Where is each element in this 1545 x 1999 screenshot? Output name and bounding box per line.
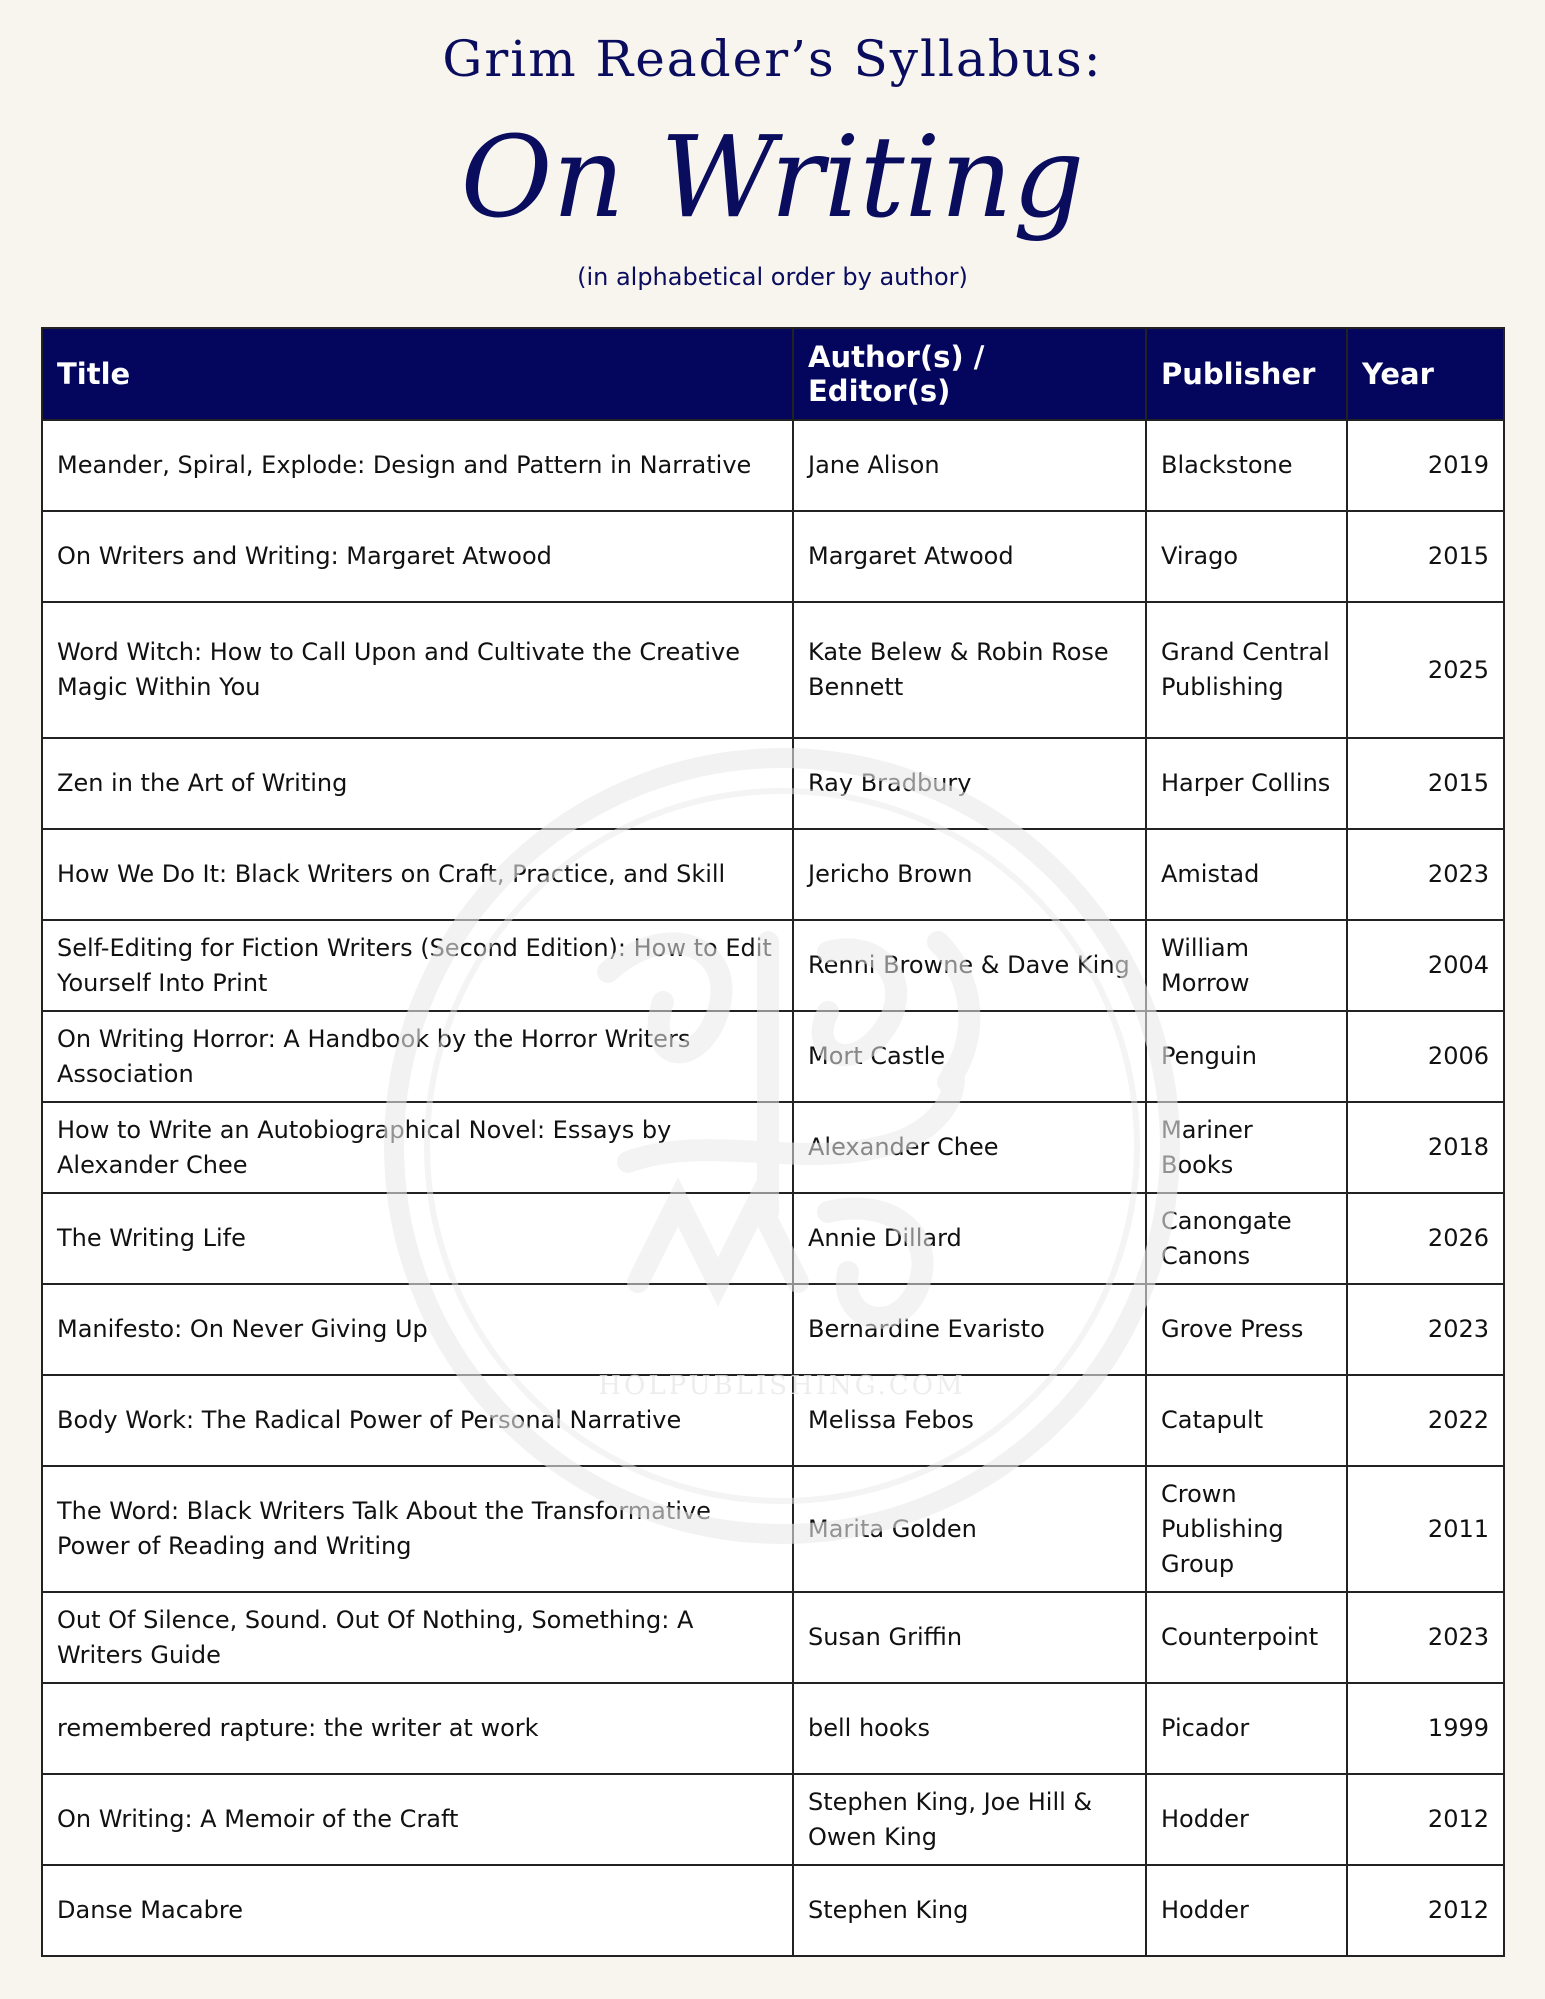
book-year: 2026 [1347, 1193, 1504, 1284]
book-year: 2023 [1347, 1284, 1504, 1375]
column-header-title: Title [42, 328, 793, 420]
book-publisher: Virago [1146, 511, 1347, 602]
book-title: Word Witch: How to Call Upon and Cultivate the Creative Magic Within You [42, 602, 793, 738]
table-row [42, 1683, 1504, 1774]
table-row [42, 1375, 1504, 1466]
book-year: 2019 [1347, 420, 1504, 511]
book-title: The Word: Black Writers Talk About the Transformative Power of Reading and Writing [42, 1466, 793, 1592]
syllabus-table [41, 327, 1505, 1957]
book-publisher: Hodder [1146, 1774, 1347, 1865]
book-title: On Writers and Writing: Margaret Atwood [42, 511, 793, 602]
column-header-author: Author(s) / Editor(s) [793, 328, 1146, 420]
book-title: Body Work: The Radical Power of Personal Narrative [42, 1375, 793, 1466]
book-publisher: Grove Press [1146, 1284, 1347, 1375]
book-publisher: Penguin [1146, 1011, 1347, 1102]
column-header-year: Year [1347, 328, 1504, 420]
book-title: On Writing: A Memoir of the Craft [42, 1774, 793, 1865]
table-row [42, 829, 1504, 920]
book-title: How to Write an Autobiographical Novel: Essays by Alexander Chee [42, 1102, 793, 1193]
table-row [42, 1865, 1504, 1956]
book-author: Jericho Brown [793, 829, 1146, 920]
column-header-publisher: Publisher [1146, 328, 1347, 420]
table-row [42, 1284, 1504, 1375]
page-subtitle: (in alphabetical order by author) [577, 263, 968, 291]
book-title: Manifesto: On Never Giving Up [42, 1284, 793, 1375]
book-year: 2006 [1347, 1011, 1504, 1102]
book-author: Ray Bradbury [793, 738, 1146, 829]
book-author: Melissa Febos [793, 1375, 1146, 1466]
book-publisher: Counterpoint [1146, 1592, 1347, 1683]
table-row [42, 511, 1504, 602]
book-author: Renni Browne & Dave King [793, 920, 1146, 1011]
book-author: Mort Castle [793, 1011, 1146, 1102]
book-year: 1999 [1347, 1683, 1504, 1774]
book-title: How We Do It: Black Writers on Craft, Practice, and Skill [42, 829, 793, 920]
book-publisher: Crown Publishing Group [1146, 1466, 1347, 1592]
book-title: Zen in the Art of Writing [42, 738, 793, 829]
book-publisher: Harper Collins [1146, 738, 1347, 829]
table-row [42, 1466, 1504, 1592]
book-publisher: Picador [1146, 1683, 1347, 1774]
book-author: bell hooks [793, 1683, 1146, 1774]
book-author: Susan Griffin [793, 1592, 1146, 1683]
book-author: Margaret Atwood [793, 511, 1146, 602]
table-row [42, 1592, 1504, 1683]
table-row [42, 602, 1504, 738]
book-year: 2015 [1347, 738, 1504, 829]
book-year: 2022 [1347, 1375, 1504, 1466]
table-row [42, 920, 1504, 1011]
book-year: 2018 [1347, 1102, 1504, 1193]
book-author: Alexander Chee [793, 1102, 1146, 1193]
book-publisher: Blackstone [1146, 420, 1347, 511]
table-row [42, 738, 1504, 829]
book-author: Kate Belew & Robin Rose Bennett [793, 602, 1146, 738]
table-row [42, 1774, 1504, 1865]
book-publisher: Grand Central Publishing [1146, 602, 1347, 738]
book-publisher: Hodder [1146, 1865, 1347, 1956]
book-author: Annie Dillard [793, 1193, 1146, 1284]
book-year: 2025 [1347, 602, 1504, 738]
table-header-row [42, 328, 1504, 420]
book-year: 2004 [1347, 920, 1504, 1011]
book-title: On Writing Horror: A Handbook by the Horror Writers Association [42, 1011, 793, 1102]
book-title: Danse Macabre [42, 1865, 793, 1956]
book-title: Out Of Silence, Sound. Out Of Nothing, Something: A Writers Guide [42, 1592, 793, 1683]
script-title: On Writing [460, 113, 1085, 243]
table-row [42, 1011, 1504, 1102]
page-heading: Grim Reader’s Syllabus: [442, 30, 1103, 88]
book-publisher: Amistad [1146, 829, 1347, 920]
book-title: Self-Editing for Fiction Writers (Second Edition): How to Edit Yourself Into Print [42, 920, 793, 1011]
book-title: remembered rapture: the writer at work [42, 1683, 793, 1774]
book-year: 2011 [1347, 1466, 1504, 1592]
book-author: Stephen King [793, 1865, 1146, 1956]
book-title: Meander, Spiral, Explode: Design and Pattern in Narrative [42, 420, 793, 511]
book-author: Stephen King, Joe Hill & Owen King [793, 1774, 1146, 1865]
book-publisher: Mariner Books [1146, 1102, 1347, 1193]
book-author: Jane Alison [793, 420, 1146, 511]
table-row [42, 1102, 1504, 1193]
book-publisher: William Morrow [1146, 920, 1347, 1011]
book-publisher: Catapult [1146, 1375, 1347, 1466]
book-year: 2012 [1347, 1865, 1504, 1956]
watermark-text: HOLPUBLISHING.COM [598, 1371, 966, 1401]
book-year: 2012 [1347, 1774, 1504, 1865]
book-title: The Writing Life [42, 1193, 793, 1284]
book-publisher: Canongate Canons [1146, 1193, 1347, 1284]
book-year: 2023 [1347, 1592, 1504, 1683]
book-year: 2023 [1347, 829, 1504, 920]
book-author: Marita Golden [793, 1466, 1146, 1592]
table-row [42, 1193, 1504, 1284]
book-year: 2015 [1347, 511, 1504, 602]
table-row [42, 420, 1504, 511]
book-author: Bernardine Evaristo [793, 1284, 1146, 1375]
